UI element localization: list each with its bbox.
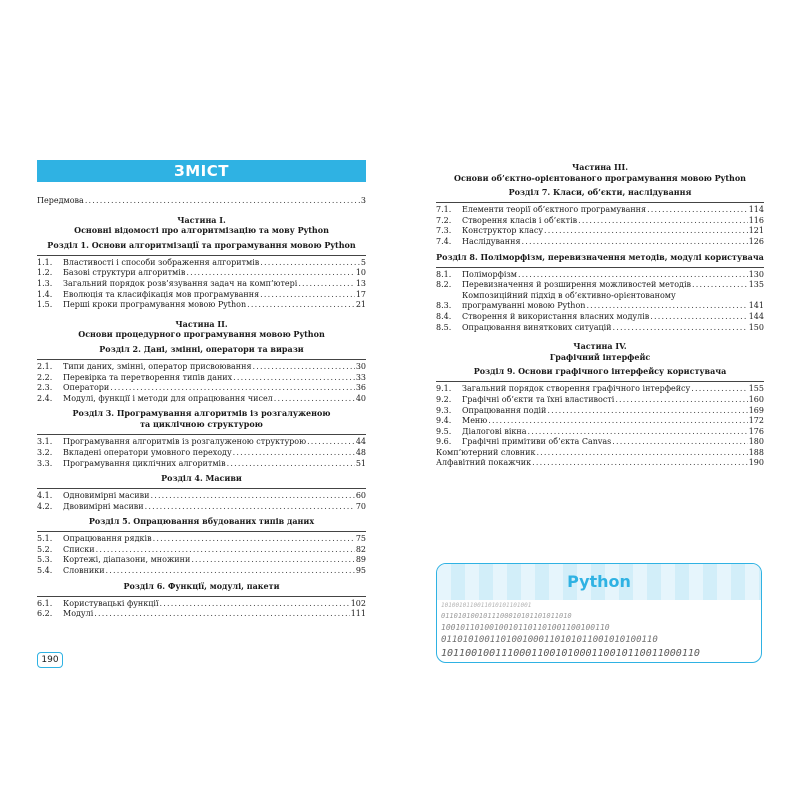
binary-line: 1010010110011010101101001: [441, 602, 532, 609]
entry-number: 2.1.: [37, 361, 53, 371]
entry-title: Графічні об’єкти та їхні властивості: [462, 394, 615, 404]
entry-page: 155: [748, 384, 764, 394]
entry-number: 7.1.: [436, 205, 452, 215]
entry-number: 2.2.: [37, 372, 53, 382]
python-logo: Python: [567, 572, 631, 591]
part-subtitle: Основи процедурного програмування мовою Python: [78, 329, 325, 340]
section-title: Розділ 6. Функції, модулі, пакети: [123, 580, 280, 591]
entry-number: 3.1.: [37, 437, 53, 447]
leader-dots: [260, 290, 355, 301]
entry-page: 111: [350, 609, 366, 619]
entry-title: Перевірка та перетворення типів даних: [63, 372, 233, 382]
leader-dots: [586, 301, 747, 312]
entry-page: 126: [748, 236, 764, 246]
entry-page: 95: [355, 566, 366, 576]
section-entries: [37, 531, 366, 576]
entry-number: 7.4.: [436, 236, 452, 246]
binary-line: 10010110100100101101101001100100110: [441, 623, 610, 632]
toc-entry[interactable]: [37, 534, 366, 545]
entry-number: 8.4.: [436, 311, 452, 321]
entry-title: Модулі, функції і методи для опрацювання чисел: [63, 393, 273, 403]
entry-page: 44: [355, 437, 366, 447]
entry-page: 13: [355, 278, 366, 288]
entry-page: 135: [748, 280, 764, 290]
entry-page: 116: [748, 215, 764, 225]
entry-title: Опрацювання виняткових ситуацій: [462, 322, 612, 332]
right-toc: [436, 162, 764, 469]
toc-entry[interactable]: [37, 258, 366, 269]
entry-title: Двовимірні масиви: [63, 501, 144, 511]
leader-dots: [307, 437, 355, 448]
entry-number: 1.2.: [37, 268, 53, 278]
leader-dots: [647, 205, 748, 216]
toc-entry[interactable]: [436, 270, 764, 281]
leader-dots: [233, 373, 355, 384]
toc-entry[interactable]: [436, 323, 764, 334]
entry-title: Діалогові вікна: [462, 426, 527, 436]
entry-page: 190: [748, 458, 764, 468]
entry-page: 36: [355, 383, 366, 393]
leader-dots: [274, 394, 355, 405]
entry-title: Базові структури алгоритмів: [63, 268, 186, 278]
entry-page: 60: [355, 491, 366, 501]
toc-entry[interactable]: [37, 609, 366, 620]
part-subtitle: Основні відомості про алгоритмізацію та мову Python: [74, 225, 329, 236]
entry-page: 121: [748, 226, 764, 236]
entry-number: 5.1.: [37, 534, 53, 544]
entry-number: 9.2.: [436, 394, 452, 404]
toc-entry-index[interactable]: [436, 458, 764, 469]
entry-title: Користувацькі функції: [63, 598, 159, 608]
entry-page: 21: [355, 300, 366, 310]
entry-number: 3.3.: [37, 458, 53, 468]
entry-title: Опрацювання рядків: [63, 534, 152, 544]
toc-entry[interactable]: [37, 448, 366, 459]
section-entries: [436, 202, 764, 247]
toc-entry[interactable]: [436, 312, 764, 323]
toc-entry[interactable]: [37, 268, 366, 279]
entry-title: Комп’ютерний словник: [436, 447, 536, 457]
section-title: Розділ 3. Програмування алгоритмів із розгалуженою: [72, 408, 331, 419]
leader-dots: [260, 258, 360, 269]
part-title: Частина ІІІ.: [571, 162, 629, 172]
python-decoration: [436, 563, 762, 663]
entry-page: 176: [748, 426, 764, 436]
binary-line: 0110101001011100010101101011010: [441, 612, 572, 620]
toc-entry[interactable]: [37, 279, 366, 290]
leader-dots: [145, 502, 355, 513]
leader-dots: [94, 609, 349, 620]
entry-page: 180: [748, 437, 764, 447]
entry-number: 9.4.: [436, 416, 452, 426]
entry-number: 3.2.: [37, 447, 53, 457]
entry-title: Кортежі, діапазони, множини: [63, 555, 191, 565]
leader-dots: [521, 237, 747, 248]
section-entries: [436, 381, 764, 448]
leader-dots: [578, 216, 748, 227]
entry-title: Властивості і способи зображення алгоритмів: [63, 257, 260, 267]
toc-entry[interactable]: [37, 491, 366, 502]
entry-page: 102: [350, 598, 366, 608]
entry-number: 8.3.: [436, 301, 452, 311]
entry-number: 8.2.: [436, 280, 452, 290]
entry-title: Елементи теорії об’єктного програмування: [462, 205, 647, 215]
leader-dots: [106, 566, 355, 577]
entry-page: 17: [355, 289, 366, 299]
toc-entry[interactable]: [37, 545, 366, 556]
entry-number: 7.3.: [436, 226, 452, 236]
entry-page: 130: [748, 269, 764, 279]
entry-number: 4.1.: [37, 491, 53, 501]
toc-entry[interactable]: [436, 226, 764, 237]
section-entries: [37, 596, 366, 620]
entry-number: 9.5.: [436, 426, 452, 436]
entry-title: Створення й використання власних модулів: [462, 311, 650, 321]
entry-number: 2.3.: [37, 383, 53, 393]
left-toc: [37, 196, 366, 620]
entry-number: 2.4.: [37, 393, 53, 403]
entry-number: 8.5.: [436, 322, 452, 332]
entry-page: 10: [355, 268, 366, 278]
part-subtitle: Основи об’єктно-орієнтованого програмування мовою Python: [453, 172, 746, 183]
toc-entry[interactable]: [37, 362, 366, 373]
leader-dots: [298, 279, 355, 290]
entry-number: 6.2.: [37, 609, 53, 619]
entry-page: 172: [748, 416, 764, 426]
toc-entry-8-3[interactable]: [436, 301, 764, 312]
entry-title: Типи даних, змінні, оператор присвоювання: [63, 361, 252, 371]
entry-title: Еволюція та класифікація мов програмування: [63, 289, 260, 299]
entry-page: 70: [355, 501, 366, 511]
toc-entry-glossary[interactable]: [436, 448, 764, 459]
toc-entry[interactable]: [436, 395, 764, 406]
entry-title: Вкладені оператори умовного переходу: [63, 447, 232, 457]
leader-dots: [186, 268, 354, 279]
entry-page: 114: [748, 205, 764, 215]
leader-dots: [160, 599, 350, 610]
leader-dots: [253, 362, 355, 373]
toc-entry[interactable]: [436, 205, 764, 216]
part-title: Частина ІІ.: [175, 318, 228, 329]
leader-dots: [85, 196, 360, 207]
entry-page: 169: [748, 405, 764, 415]
entry-title: Конструктор класу: [462, 226, 544, 236]
toc-entry[interactable]: [37, 459, 366, 470]
entry-title: Поліморфізм: [462, 269, 517, 279]
entry-title: Загальний порядок створення графічного інтерфейсу: [462, 384, 691, 394]
leader-dots: [518, 270, 748, 281]
entry-number: 5.2.: [37, 544, 53, 554]
entry-page: 33: [355, 372, 366, 382]
toc-entry[interactable]: [37, 394, 366, 405]
entry-page: 82: [355, 544, 366, 554]
entry-title: Списки: [63, 544, 95, 554]
entry-page: 40: [355, 393, 366, 403]
entry-page: 3: [360, 196, 366, 205]
section-title: Розділ 4. Масиви: [161, 473, 242, 484]
toc-entry-preface[interactable]: [37, 196, 366, 207]
toc-entry[interactable]: [436, 384, 764, 395]
leader-dots: [536, 448, 747, 459]
entry-page: 141: [748, 301, 764, 311]
binary-line: 1011001001110001100101000110010110011000110: [441, 648, 700, 659]
entry-title: Створення класів і об’єктів: [462, 215, 578, 225]
toc-entry[interactable]: [37, 566, 366, 577]
entry-number: 1.4.: [37, 289, 53, 299]
entry-number: 1.3.: [37, 278, 53, 288]
binary-line: 0110101001101001000110101011001010100110: [441, 635, 658, 645]
toc-entry[interactable]: [37, 555, 366, 566]
entry-page: 89: [355, 555, 366, 565]
toc-entry[interactable]: [37, 437, 366, 448]
leader-dots: [532, 458, 748, 469]
leader-dots: [544, 226, 748, 237]
toc-entry[interactable]: [37, 502, 366, 513]
part-title: Частина IV.: [573, 341, 627, 352]
entry-number: 1.5.: [37, 300, 53, 310]
leader-dots: [691, 384, 748, 395]
toc-entry[interactable]: [37, 290, 366, 301]
leader-dots: [488, 416, 747, 427]
toc-entry[interactable]: [37, 373, 366, 384]
entry-title: Алфавітний покажчик: [436, 458, 532, 468]
entry-number: 7.2.: [436, 215, 452, 225]
leader-dots: [692, 280, 748, 291]
section-title-cont: та циклічною структурою: [140, 419, 263, 430]
page-number: 190: [37, 652, 63, 668]
toc-entry[interactable]: [436, 437, 764, 448]
entry-title: Загальний порядок розв’язування задач на комп’ютері: [63, 278, 298, 288]
part-title: Частина І.: [177, 214, 226, 225]
entry-title: Одновимірні масиви: [63, 491, 150, 501]
toc-entry[interactable]: [436, 416, 764, 427]
leader-dots: [547, 406, 747, 417]
entry-page: 51: [355, 458, 366, 468]
entry-page: 144: [748, 311, 764, 321]
section-entries: [37, 255, 366, 311]
entry-number: 8.1.: [436, 269, 452, 279]
entry-page: 5: [360, 257, 366, 267]
toc-entry[interactable]: [436, 427, 764, 438]
toc-entry-8-3-line1[interactable]: [436, 291, 764, 302]
toc-entry[interactable]: [37, 300, 366, 311]
section-title: Розділ 9. Основи графічного інтерфейсу користувача: [473, 366, 727, 377]
section-entries: [37, 434, 366, 469]
leader-dots: [153, 534, 355, 545]
entry-page: 188: [748, 447, 764, 457]
entry-title: Перевизначення й розширення можливостей методів: [462, 280, 692, 290]
entry-title: Наслідування: [462, 236, 521, 246]
section-title: Розділ 8. Поліморфізм, перевизначення методів, модулі користувача: [436, 251, 764, 262]
leader-dots: [233, 448, 355, 459]
toc-entry[interactable]: [436, 406, 764, 417]
leader-dots: [528, 427, 748, 438]
section-title: Розділ 1. Основи алгоритмізації та програмування мовою Python: [47, 239, 356, 250]
section-entries: [37, 488, 366, 512]
leader-dots: [191, 555, 355, 566]
leader-dots: [96, 545, 355, 556]
entry-title: Передмова: [37, 196, 84, 205]
entry-title: Програмування алгоритмів із розгалуженою структурою: [63, 437, 307, 447]
toc-entry[interactable]: [436, 237, 764, 248]
section-title: Розділ 2. Дані, змінні, оператори та вирази: [99, 343, 304, 354]
entry-number: 5.3.: [37, 555, 53, 565]
leader-dots: [110, 383, 355, 394]
entry-number: 6.1.: [37, 598, 53, 608]
entry-title: Опрацювання подій: [462, 405, 547, 415]
toc-entry[interactable]: [37, 383, 366, 394]
contents-banner: ЗМІСТ: [37, 160, 366, 182]
toc-entry[interactable]: [37, 599, 366, 610]
entry-page: 48: [355, 447, 366, 457]
leader-dots: [227, 459, 355, 470]
entry-page: 75: [355, 534, 366, 544]
leader-dots: [613, 323, 748, 334]
entry-page: 160: [748, 394, 764, 404]
leader-dots: [150, 491, 354, 502]
leader-dots: [615, 395, 747, 406]
section-entries: [436, 267, 764, 334]
entry-number: 9.6.: [436, 437, 452, 447]
entry-title: Оператори: [63, 383, 110, 393]
leader-dots: [650, 312, 747, 323]
toc-entry[interactable]: [436, 216, 764, 227]
toc-entry[interactable]: [436, 280, 764, 291]
entry-title: Графічні примітиви об’єкта Canvas: [462, 437, 612, 447]
section-entries: [37, 359, 366, 404]
entry-title: Модулі: [63, 609, 94, 619]
entry-number: 5.4.: [37, 566, 53, 576]
entry-number: 9.1.: [436, 384, 452, 394]
entry-page: 30: [355, 361, 366, 371]
entry-title: програмуванні мовою Python: [462, 301, 586, 311]
entry-title: Програмування циклічних алгоритмів: [63, 458, 226, 468]
entry-page: 150: [748, 322, 764, 332]
entry-number: 4.2.: [37, 501, 53, 511]
right-page: [400, 0, 800, 800]
entry-title: Композиційний підхід в об’єктивно-орієнтованому: [462, 290, 676, 300]
entry-number: 1.1.: [37, 257, 53, 267]
entry-title: Словники: [63, 566, 105, 576]
entry-title: Перші кроки програмування мовою Python: [63, 300, 247, 310]
section-title: Розділ 5. Опрацювання вбудованих типів даних: [88, 516, 315, 527]
part-subtitle: Графічний інтерфейс: [549, 351, 651, 362]
section-title: Розділ 7. Класи, об’єкти, наслідування: [508, 187, 692, 198]
entry-number: 9.3.: [436, 405, 452, 415]
entry-title: Меню: [462, 416, 488, 426]
leader-dots: [612, 437, 747, 448]
leader-dots: [247, 300, 355, 311]
